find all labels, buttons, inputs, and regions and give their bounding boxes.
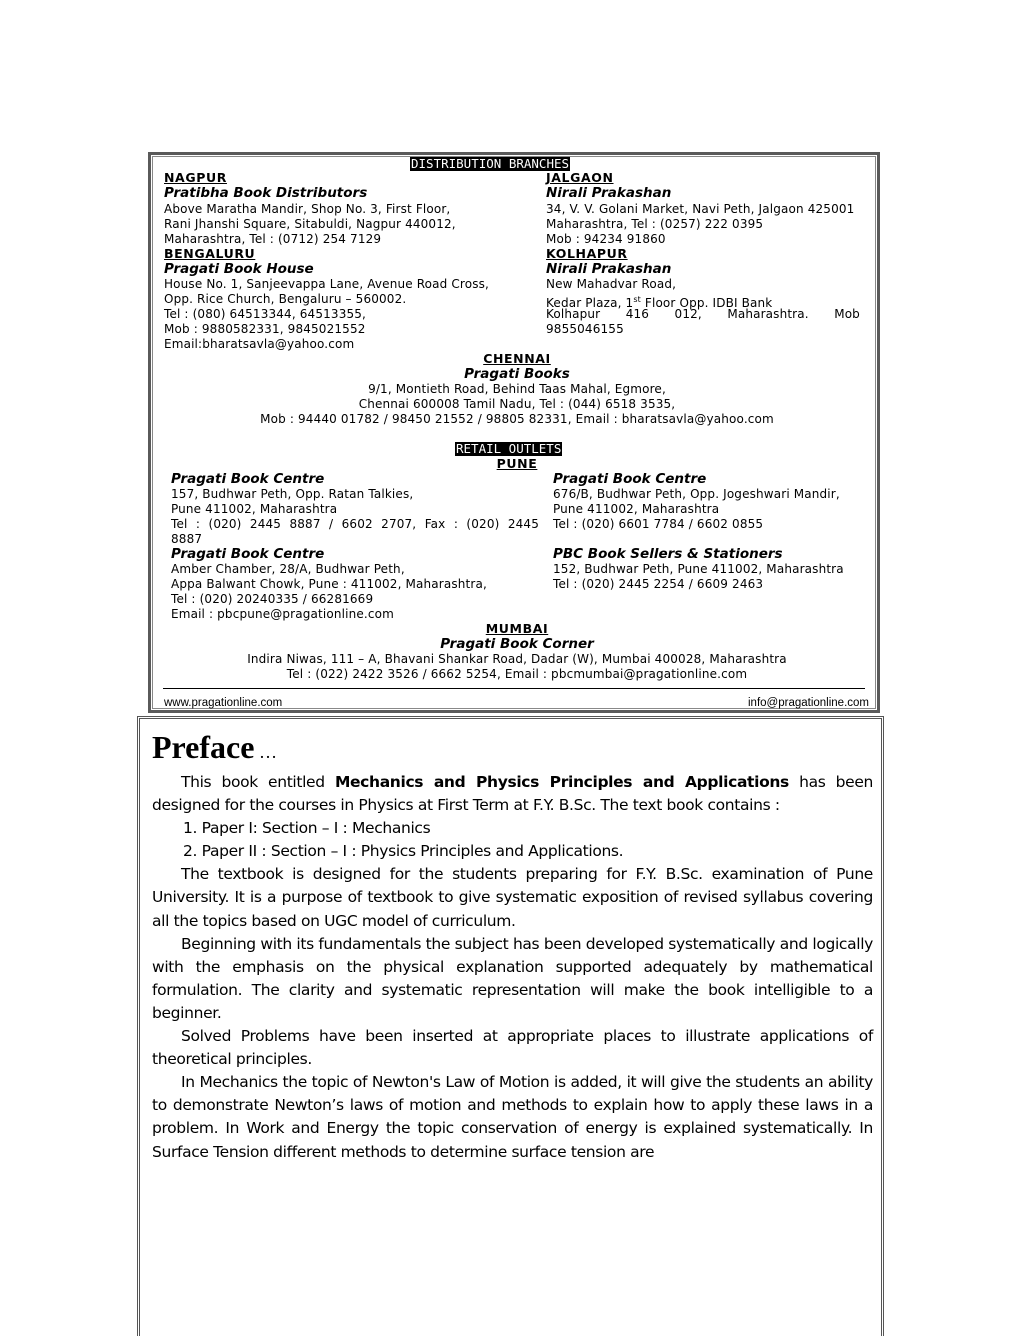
address-line: Mob : 94234 91860	[546, 232, 666, 246]
word: Maharashtra.	[727, 307, 809, 321]
word: /	[329, 517, 334, 531]
preface-title-text: Preface	[152, 729, 255, 765]
word: 012,	[674, 307, 702, 321]
word: 6602	[341, 517, 373, 531]
outlet-name: Pragati Book Corner	[440, 636, 594, 652]
address-line: Tel : (080) 64513344, 64513355,	[164, 307, 367, 321]
distribution-banner: DISTRIBUTION BRANCHES	[411, 156, 570, 171]
address-line: Appa Balwant Chowk, Pune : 411002, Maharashtra,	[171, 577, 487, 591]
preface-box	[137, 716, 884, 1336]
city-nagpur: NAGPUR	[164, 170, 227, 185]
list-item: 1. Paper I: Section – I : Mechanics	[183, 819, 431, 838]
word: Kolhapur	[546, 307, 601, 321]
website-link[interactable]: www.pragationline.com	[164, 697, 283, 709]
address-line: Pune 411002, Maharashtra	[553, 502, 720, 516]
address-line	[546, 307, 860, 322]
address-line: 34, V. V. Golani Market, Navi Peth, Jalgaon 425001	[546, 202, 855, 216]
distribution-box	[148, 152, 880, 713]
outlet-name: Pragati Book Centre	[171, 546, 325, 562]
address-line: Amber Chamber, 28/A, Budhwar Peth,	[171, 562, 405, 576]
text-part: has been designed for the courses in Physics at First Term at F.Y. B.Sc. The text book contains :	[152, 773, 873, 815]
word: :	[195, 517, 201, 531]
word: :	[453, 517, 459, 531]
city-jalgaon: JALGAON	[546, 170, 614, 185]
title-ellipsis: …	[254, 742, 277, 762]
phone-line: Tel : (020) 6601 7784 / 6602 0855	[553, 517, 764, 531]
word: Fax	[424, 517, 446, 531]
retail-banner: RETAIL OUTLETS	[456, 441, 562, 456]
publisher-chennai: Pragati Books	[464, 366, 570, 382]
email-link[interactable]: info@pragationline.com	[748, 697, 869, 709]
paragraph: In Mechanics the topic of Newton's Law of Motion is added, it will give the students an ability to demonstrate Newton’s laws of motion and methods to explain how to apply these laws in a problem. In Work and Energy the topic conservation of energy is explained systematically. In Surface Tension different methods to determine surface tension are	[152, 1073, 873, 1161]
preface-title	[152, 727, 277, 772]
word: Tel	[171, 517, 188, 531]
superscript: st	[633, 295, 641, 304]
phone-line: Tel : (020) 20240335 / 66281669	[171, 592, 374, 606]
address-line: Above Maratha Mandir, Shop No. 3, First Floor,	[164, 202, 451, 216]
city-mumbai	[151, 622, 883, 636]
address-line: Chennai 600008 Tamil Nadu, Tel : (044) 6518 3535,	[358, 397, 676, 411]
list-item: 2. Paper II : Section – I : Physics Principles and Applications.	[183, 842, 624, 861]
phone-line: Tel : (022) 2422 3526 / 6662 5254, Email : pbcmumbai@pragationline.com	[286, 667, 748, 681]
publisher-bengaluru: Pragati Book House	[164, 261, 314, 277]
word: 2445	[249, 517, 282, 531]
paragraph: The textbook is designed for the students preparing for F.Y. B.Sc. examination of Pune University. It is a purpose of textbook to give systematic exposition of revised syllabus covering all the topics based on UGC model of curriculum.	[152, 865, 873, 930]
address-line: 9855046155	[546, 322, 624, 336]
address-line: House No. 1, Sanjeevappa Lane, Avenue Road Cross,	[164, 277, 489, 291]
city-kolhapur: KOLHAPUR	[546, 246, 628, 261]
email-line: Email : pbcpune@pragationline.com	[171, 607, 394, 621]
address-line: Maharashtra, Tel : (0257) 222 0395	[546, 217, 764, 231]
phone-line	[171, 517, 539, 532]
address-line: Rani Jhanshi Square, Sitabuldi, Nagpur 440012,	[164, 217, 456, 231]
address-line: Opp. Rice Church, Bengaluru – 560002.	[164, 292, 407, 306]
city-pune-label: PUNE	[496, 456, 538, 471]
phone-line: 8887	[171, 532, 203, 546]
phone-line: Tel : (020) 2445 2254 / 6609 2463	[553, 577, 764, 591]
city-chennai	[151, 352, 883, 366]
outlet-name: PBC Book Sellers & Stationers	[553, 546, 783, 562]
publisher-nagpur: Pratibha Book Distributors	[164, 185, 368, 201]
word: (020)	[208, 517, 242, 531]
publisher-jalgaon: Nirali Prakashan	[546, 185, 672, 201]
address-line: Mob : 94440 01782 / 98450 21552 / 98805 82331, Email : bharatsavla@yahoo.com	[260, 412, 774, 426]
city-mumbai-label: MUMBAI	[485, 621, 549, 636]
address-line: 676/B, Budhwar Peth, Opp. Jogeshwari Mandir,	[553, 487, 840, 501]
address-line: 9/1, Montieth Road, Behind Taas Mahal, Egmore,	[368, 382, 666, 396]
preface-body	[152, 771, 873, 1164]
word: 2707,	[381, 517, 417, 531]
address-line: Indira Niwas, 111 – A, Bhavani Shankar Road, Dadar (W), Mumbai 400028, Maharashtra	[247, 652, 787, 666]
address-line: Pune 411002, Maharashtra	[171, 502, 338, 516]
publisher-kolhapur: Nirali Prakashan	[546, 261, 672, 277]
word: 8887	[289, 517, 321, 531]
paragraph: Beginning with its fundamentals the subject has been developed systematically and logically with the emphasis on the physical explanation supported adequately by mathematical formulation. The clarity and systematic representation will make the book intelligible to a beginner.	[152, 934, 873, 1022]
city-chennai-label: CHENNAI	[483, 351, 551, 366]
book-title: Mechanics and Physics Principles and Applications	[334, 773, 789, 791]
text-part: This book entitled	[181, 773, 335, 791]
word: (020)	[466, 517, 500, 531]
text-part: Kedar Plaza, 1	[546, 296, 634, 310]
city-pune	[151, 457, 883, 471]
city-bengaluru: BENGALURU	[164, 246, 256, 261]
outlet-name: Pragati Book Centre	[171, 471, 325, 487]
address-line: 157, Budhwar Peth, Opp. Ratan Talkies,	[171, 487, 414, 501]
paragraph	[152, 771, 873, 817]
email-line: Email:bharatsavla@yahoo.com	[164, 337, 355, 351]
address-line: 152, Budhwar Peth, Pune 411002, Maharashtra	[553, 562, 844, 576]
address-line: Maharashtra, Tel : (0712) 254 7129	[164, 232, 382, 246]
text-part: Floor Opp. IDBI Bank	[640, 296, 773, 310]
word: 416	[625, 307, 650, 321]
divider	[163, 688, 865, 689]
outlet-name: Pragati Book Centre	[553, 471, 707, 487]
paragraph: Solved Problems have been inserted at appropriate places to illustrate applications of theoretical principles.	[152, 1027, 873, 1069]
address-line: New Mahadvar Road,	[546, 277, 677, 291]
word: 2445	[507, 517, 539, 531]
address-line: Mob : 9880582331, 9845021552	[164, 322, 366, 336]
word: Mob	[834, 307, 860, 321]
